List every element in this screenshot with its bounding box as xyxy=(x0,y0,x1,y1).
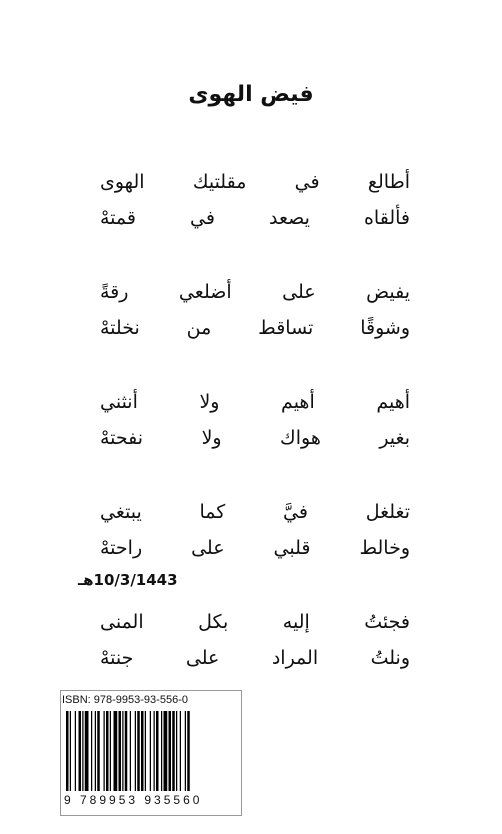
barcode-bar xyxy=(97,711,100,791)
isbn-label: ISBN: 978-9953-93-556-0 xyxy=(62,694,188,706)
barcode-bar xyxy=(135,711,136,791)
barcode-bar xyxy=(154,711,155,791)
barcode-bar xyxy=(79,711,82,791)
barcode-bar xyxy=(161,711,162,791)
barcode-bar xyxy=(75,711,76,791)
poem-body xyxy=(100,164,410,714)
poem-line: يفيض على أضلعي رقةً xyxy=(100,281,410,303)
stanza-1 xyxy=(100,164,410,236)
barcode-icon xyxy=(62,711,238,791)
barcode-bar xyxy=(164,711,168,791)
barcode-bar xyxy=(169,711,172,791)
barcode-digits: 9 789953 935560 xyxy=(64,793,203,807)
barcode-bar xyxy=(110,711,111,791)
poem-line: وشوقًا تساقط من نخلتهْ xyxy=(100,317,410,339)
barcode-bar xyxy=(141,711,144,791)
barcode-bar xyxy=(119,711,122,791)
barcode-bar xyxy=(125,711,128,791)
barcode-bar xyxy=(114,711,118,791)
barcode-bar xyxy=(172,711,175,791)
barcode-bar xyxy=(150,711,151,791)
barcode-bar xyxy=(70,711,71,791)
barcode-bar xyxy=(91,711,92,791)
barcode-bar xyxy=(122,711,123,791)
barcode-bar xyxy=(185,711,186,791)
poem-line: فجئتُ إليه بكل المنى xyxy=(100,611,410,633)
poem-line: تغلغل فيَّ كما يبتغي xyxy=(100,501,410,523)
stanza-5 xyxy=(100,604,410,676)
barcode-bar xyxy=(85,711,89,791)
poem-title: فيض الهوى xyxy=(188,82,314,107)
barcode-bar xyxy=(145,711,146,791)
barcode-bar xyxy=(187,711,190,791)
stanza-3 xyxy=(100,384,410,456)
poem-line: فألقاه يصعد في قمتهْ xyxy=(100,207,410,229)
poem-line: أهيم أهيم ولا أنثني xyxy=(100,391,410,413)
barcode-bar xyxy=(180,711,181,791)
barcode-bar xyxy=(137,711,140,791)
barcode-bar xyxy=(156,711,159,791)
poem-line: أطالع في مقلتيك الهوى xyxy=(100,171,410,193)
barcode-bar xyxy=(82,711,83,791)
poem-date: 10/3/1443هـ xyxy=(78,571,178,589)
barcode-bar xyxy=(130,711,131,791)
poem-line: بغير هواك ولا نفحتهْ xyxy=(100,427,410,449)
barcode-bar xyxy=(95,711,96,791)
stanza-2 xyxy=(100,274,410,346)
barcode-bar xyxy=(66,711,69,791)
poem-line: وخالط قلبي على راحتهْ xyxy=(100,537,410,559)
barcode-bar xyxy=(106,711,109,791)
barcode-bar xyxy=(104,711,105,791)
poem-line: ونلتُ المراد على جنتهْ xyxy=(100,647,410,669)
stanza-4 xyxy=(100,494,410,566)
barcode-bar xyxy=(176,711,177,791)
